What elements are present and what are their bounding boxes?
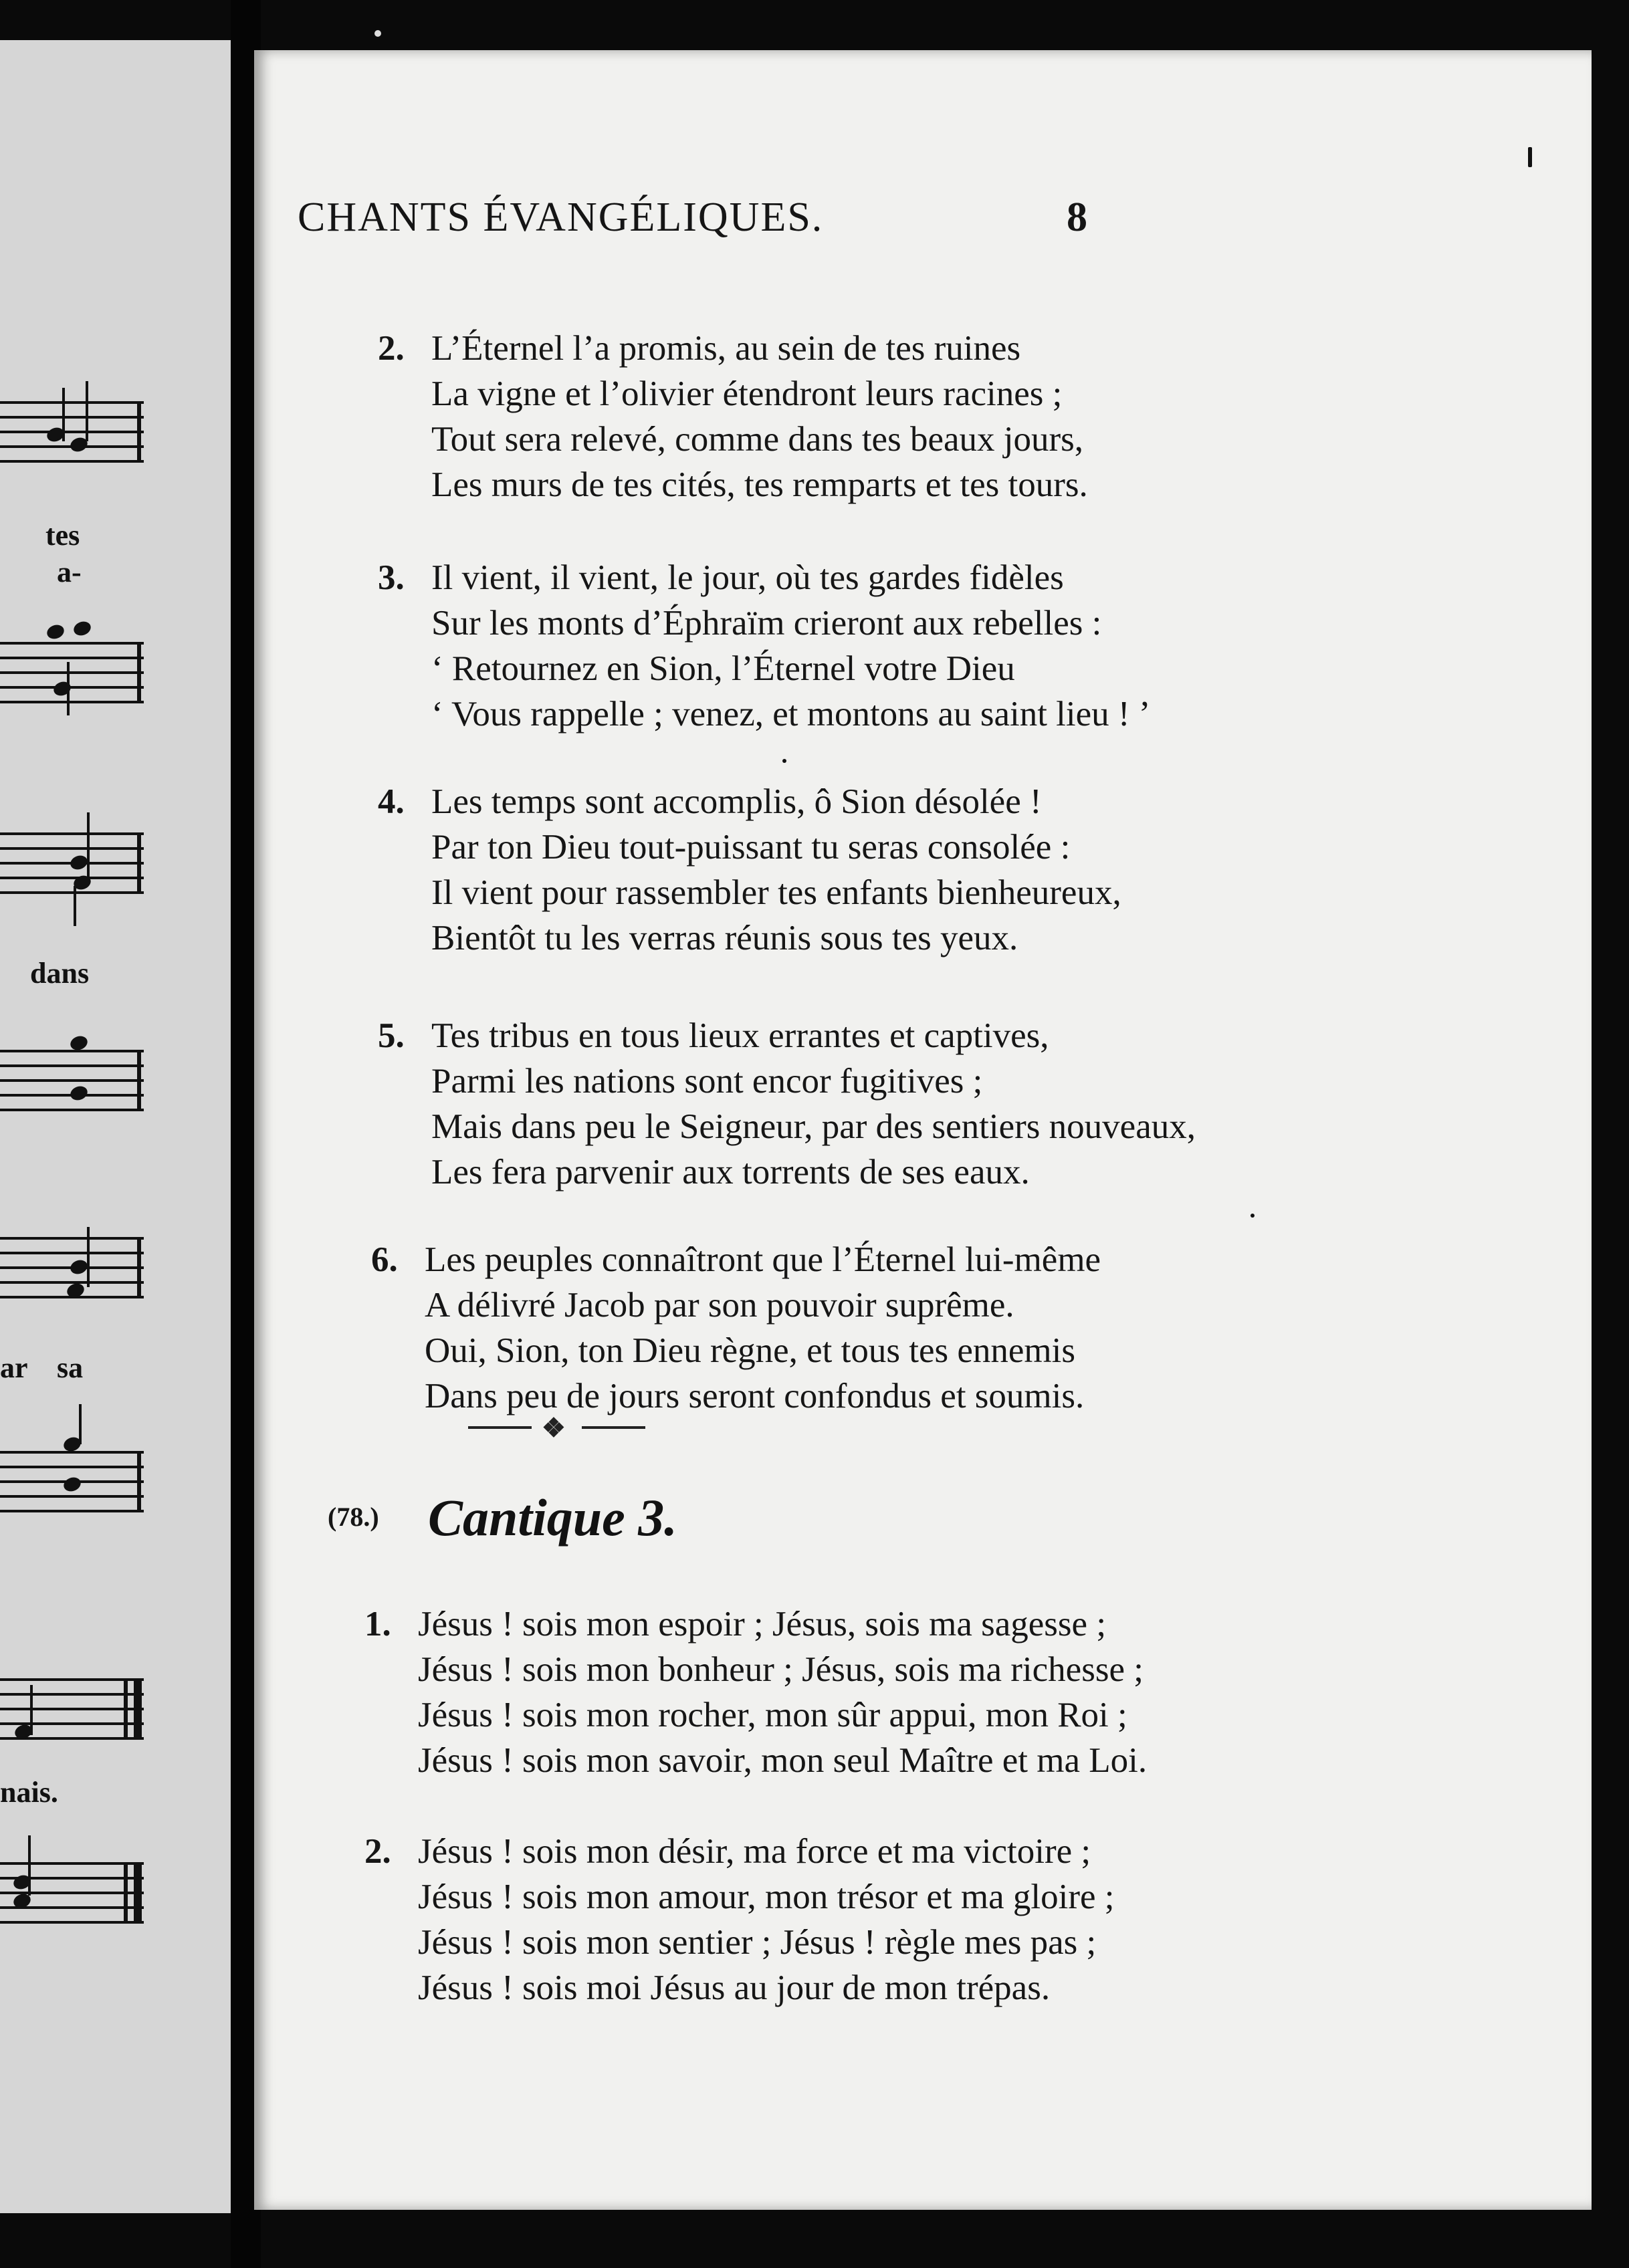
stanza-number: 6. — [371, 1240, 398, 1279]
verse-line: Les temps sont accomplis, ô Sion désolée ! — [431, 782, 1042, 821]
left-lyric: tes — [45, 519, 80, 552]
left-lyric: a- — [57, 556, 82, 588]
stanza — [371, 1237, 1101, 1419]
verse-line: Tes tribus en tous lieux errantes et captives, — [431, 1016, 1049, 1055]
music-staff — [0, 1050, 144, 1110]
left-facing-page — [0, 40, 231, 2213]
verse-line: Dans peu de jours seront confondus et soumis. — [425, 1377, 1085, 1415]
music-staff — [0, 1862, 144, 1922]
verse-line: Les fera parvenir aux torrents de ses eaux. — [431, 1153, 1030, 1192]
verse-line: Bientôt tu les verras réunis sous tes yeux. — [431, 919, 1018, 957]
hymn-title: Cantique 3. — [428, 1488, 677, 1547]
verse-line: L’Éternel l’a promis, au sein de tes ruines — [431, 329, 1021, 368]
verse-line: A délivré Jacob par son pouvoir suprême. — [425, 1286, 1014, 1325]
verse-line: Jésus ! sois mon espoir ; Jésus, sois ma sagesse ; — [418, 1605, 1107, 1643]
music-staff — [0, 832, 144, 893]
verse-line: La vigne et l’olivier étendront leurs racines ; — [431, 374, 1063, 413]
ornamental-divider: ❖ — [468, 1418, 649, 1438]
page-number: 8 — [1067, 195, 1087, 240]
stanza-number: 3. — [378, 558, 405, 597]
scan-speck — [374, 30, 381, 37]
verse-line: Jésus ! sois mon sentier ; Jésus ! règle mes pas ; — [418, 1923, 1097, 1962]
verse-line: Jésus ! sois moi Jésus au jour de mon trépas. — [418, 1968, 1051, 2007]
music-note — [68, 1084, 89, 1103]
verse-line: Oui, Sion, ton Dieu règne, et tous tes ennemis — [425, 1331, 1075, 1370]
music-note — [68, 853, 89, 872]
verse-line: Jésus ! sois mon bonheur ; Jésus, sois ma richesse ; — [418, 1650, 1144, 1689]
stanza-number: 5. — [378, 1016, 405, 1055]
music-note — [72, 619, 92, 638]
music-note — [45, 622, 66, 641]
music-staff — [0, 642, 144, 702]
verse-line: Les peuples connaîtront que l’Éternel lui-même — [425, 1240, 1101, 1279]
left-lyric: sa — [57, 1351, 84, 1384]
left-lyric: ar — [0, 1351, 28, 1384]
verse-line: Jésus ! sois mon amour, mon trésor et ma gloire ; — [418, 1878, 1115, 1916]
verse-line: Mais dans peu le Seigneur, par des sentiers nouveaux, — [431, 1107, 1196, 1146]
verse-line: Il vient pour rassembler tes enfants bienheureux, — [431, 873, 1121, 912]
stanza — [378, 326, 1088, 507]
running-title: CHANTS ÉVANGÉLIQUES. — [298, 195, 824, 240]
verse-line: Tout sera relevé, comme dans tes beaux jours, — [431, 420, 1083, 459]
scan-speck — [1528, 147, 1532, 167]
music-staff — [0, 401, 144, 461]
verse-line: Jésus ! sois mon rocher, mon sûr appui, mon Roi ; — [418, 1696, 1127, 1734]
verse-line: Il vient, il vient, le jour, où tes gardes fidèles — [431, 558, 1064, 597]
music-staff — [0, 1237, 144, 1297]
scan-speck — [782, 759, 786, 763]
verse-line: Sur les monts d’Éphraïm crieront aux rebelles : — [431, 604, 1102, 643]
stanza-number: 1. — [364, 1605, 391, 1643]
scan-speck — [1251, 1214, 1255, 1218]
music-staff — [0, 1678, 144, 1738]
stanza-number: 2. — [364, 1832, 391, 1871]
stanza — [378, 555, 1150, 737]
stanza-number: 4. — [378, 782, 405, 821]
stanza — [378, 779, 1121, 961]
stanza — [378, 1013, 1196, 1195]
verse-line: Par ton Dieu tout-puissant tu seras consolée : — [431, 828, 1071, 867]
stanza-number: 2. — [378, 329, 405, 368]
stanza — [364, 1601, 1147, 1783]
verse-line: Jésus ! sois mon désir, ma force et ma victoire ; — [418, 1832, 1091, 1871]
music-staff — [0, 1451, 144, 1511]
verse-line: Parmi les nations sont encor fugitives ; — [431, 1062, 983, 1101]
verse-line: ‘ Retournez en Sion, l’Éternel votre Dieu — [431, 649, 1015, 688]
verse-line: Les murs de tes cités, tes remparts et tes tours. — [431, 465, 1088, 504]
music-note — [62, 1475, 82, 1494]
left-lyric: nais. — [0, 1776, 58, 1809]
verse-line: ‘ Vous rappelle ; venez, et montons au saint lieu ! ’ — [431, 695, 1151, 733]
verse-line: Jésus ! sois mon savoir, mon seul Maître et ma Loi. — [418, 1741, 1148, 1780]
hymn-reference: (78.) — [328, 1502, 379, 1532]
music-note — [68, 1258, 89, 1276]
stanza — [364, 1829, 1115, 2011]
left-lyric: dans — [30, 957, 90, 990]
